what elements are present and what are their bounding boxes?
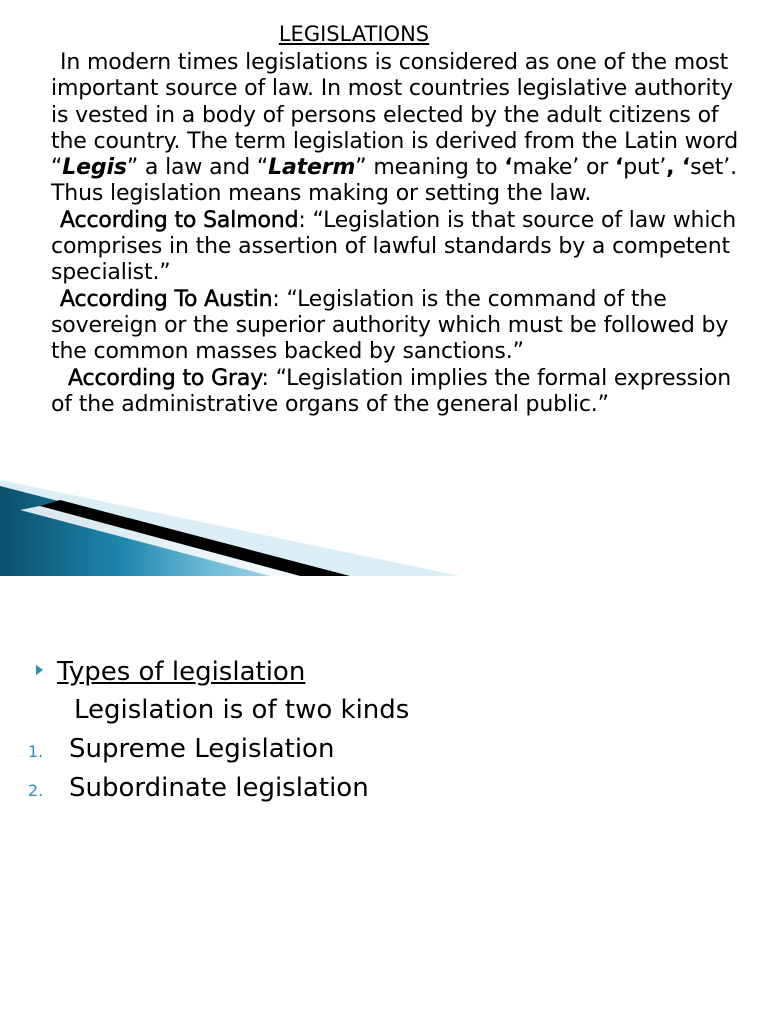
intro-paragraph <box>51 50 751 208</box>
list-text: Subordinate legislation <box>69 773 369 803</box>
slide-title: LEGISLATIONS <box>278 22 430 46</box>
intro-text-5: , <box>666 155 682 181</box>
definition-label: According to Salmond <box>60 207 299 233</box>
latin-word-laterm: Laterm <box>268 155 356 181</box>
slide-body <box>51 50 751 418</box>
kinds-subtitle: Legislation is of two kinds <box>74 695 410 725</box>
list-item <box>0 772 369 807</box>
decorative-swoosh <box>0 480 460 576</box>
list-number: 1. <box>28 742 44 761</box>
intro-text-1: In modern times legislations is considered as one of the most important source of law. In most countries legislative authority is vested in a body of persons elected by the adult citizens of the country. The term legislation is derived from the Latin word “ <box>51 50 739 181</box>
quote-mark-3: ‘ <box>681 155 691 181</box>
types-heading-text: Types of legislation <box>57 657 306 687</box>
definition-label: According to Gray <box>68 365 262 391</box>
intro-text-3: ” meaning to <box>355 155 505 181</box>
intro-text-2: ” a law and “ <box>126 155 269 181</box>
definition-text: : “Legislation implies the formal expression of the administrative organs of the general public.” <box>51 365 732 417</box>
definition-text: : “Legislation is that source of law which comprises in the assertion of lawful standards by a competent specialist.” <box>51 207 737 286</box>
slide-types <box>0 576 768 1024</box>
types-heading <box>36 656 305 688</box>
quote-mark-2: ‘ <box>615 155 624 181</box>
intro-text-4: or <box>579 155 616 181</box>
definition-text: : “Legislation is the command of the sovereign or the superior authority which must be followed by the common masses backed by sanctions.” <box>51 286 729 365</box>
definition-salmond <box>51 208 751 287</box>
list-number: 2. <box>28 781 44 800</box>
word-make: make’ <box>512 155 580 181</box>
list-item <box>0 733 334 768</box>
quote-mark-1: ‘ <box>504 155 513 181</box>
bullet-arrow-icon <box>36 665 43 675</box>
word-put: put’ <box>623 155 667 181</box>
intro-text-6: . Thus legislation means making or setting the law. <box>51 155 737 207</box>
definition-gray <box>51 366 751 419</box>
list-text: Supreme Legislation <box>69 734 335 764</box>
definition-austin <box>51 287 751 366</box>
latin-word-legis: Legis <box>62 155 127 181</box>
word-set: set’ <box>690 155 731 181</box>
definition-label: According To Austin <box>60 286 273 312</box>
